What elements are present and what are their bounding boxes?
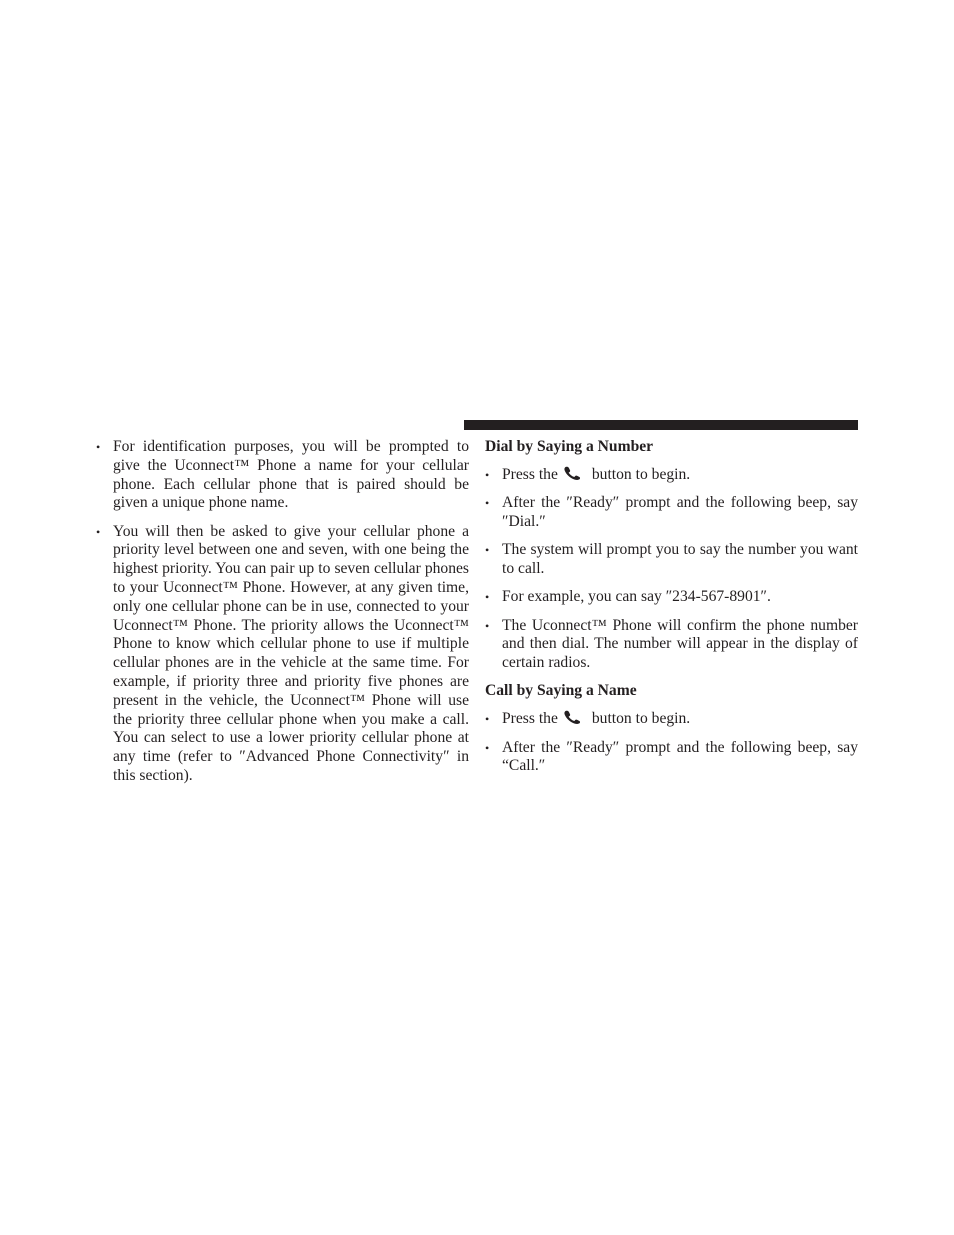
bullet-icon: • xyxy=(485,618,490,633)
list-item xyxy=(485,588,858,607)
list-item-text: For identification purposes, you will be prompted to give the Uconnect™ Phone a name for your cellular phone. Each cellular phone that is paired should be given a unique phone name. xyxy=(113,438,469,512)
list-item xyxy=(96,438,469,513)
list-item-text: After the ″Ready″ prompt and the following beep, say ″Dial.″ xyxy=(502,494,858,530)
bullet-icon: • xyxy=(485,740,490,755)
right-column xyxy=(485,438,858,786)
bullet-icon: • xyxy=(485,496,490,511)
list-item xyxy=(96,523,469,786)
list-item xyxy=(485,710,858,729)
bullet-list xyxy=(96,438,469,786)
bullet-list xyxy=(485,710,858,776)
list-item-text: The Uconnect™ Phone will confirm the phone number and then dial. The number will appear in the display of certain radios. xyxy=(502,616,858,672)
bullet-icon: • xyxy=(485,543,490,558)
press-text-suffix: button to begin. xyxy=(591,710,691,728)
list-item xyxy=(485,617,858,673)
press-text: Press the xyxy=(502,710,558,728)
bullet-icon: • xyxy=(485,467,490,482)
list-item-text: After the ″Ready″ prompt and the following beep, say “Call.″ xyxy=(502,738,858,775)
left-column xyxy=(96,438,469,795)
phone-icon xyxy=(563,466,585,480)
bullet-icon: • xyxy=(485,590,490,605)
phone-icon xyxy=(563,710,585,724)
bullet-icon: • xyxy=(96,440,101,454)
list-item xyxy=(485,494,858,532)
press-text: Press the xyxy=(502,465,558,483)
section-heading-call: Call by Saying a Name xyxy=(485,682,637,700)
list-item xyxy=(485,541,858,579)
list-item-text: For example, you can say ″234-567-8901″. xyxy=(502,588,771,606)
section-heading-dial: Dial by Saying a Number xyxy=(485,438,654,455)
list-item xyxy=(485,739,858,777)
bullet-icon: • xyxy=(485,712,490,727)
list-item-text: You will then be asked to give your cellular phone a priority level between one and seven, with one being the highest priority. You can pair up to seven cellular phones to your Uconnect™ Phone. However, at any given time, only one cellular phone can be in use, connected to your Uconnect™ Phone. The priority allows the Uconnect™ Phone to know which cellular phone to use if multiple cellular phones are in the vehicle at the same time. For example, if priority three and priority five phones are present in the vehicle, the Uconnect™ Phone will use the priority three cellular phone when you make a call. You can select to use a lower priority cellular phone at any time (refer to ″Advanced Phone Connectivity″ in this section). xyxy=(113,522,469,785)
bullet-icon: • xyxy=(96,524,101,539)
press-text-suffix: button to begin. xyxy=(591,465,691,483)
bullet-list xyxy=(485,466,858,673)
list-item-text: The system will prompt you to say the number you want to call. xyxy=(502,541,858,577)
section-header-rule xyxy=(464,420,858,430)
list-item xyxy=(485,466,858,485)
